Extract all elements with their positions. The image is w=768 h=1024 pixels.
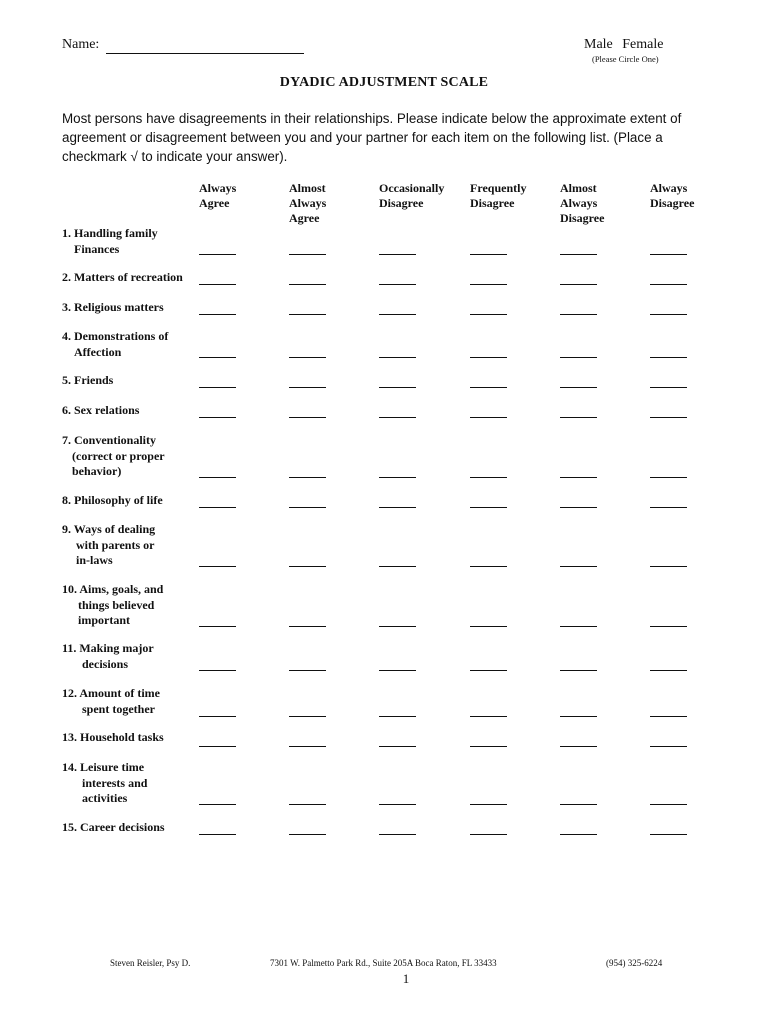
answer-blank[interactable] bbox=[199, 670, 236, 671]
column-header bbox=[470, 181, 558, 211]
item-label bbox=[62, 582, 192, 629]
answer-blank[interactable] bbox=[560, 417, 597, 418]
answer-blank[interactable] bbox=[289, 834, 326, 835]
answer-blank[interactable] bbox=[379, 507, 416, 508]
item-label-line: things believed bbox=[78, 597, 155, 612]
footer-phone: (954) 325-6224 bbox=[606, 958, 663, 968]
answer-blank[interactable] bbox=[289, 417, 326, 418]
answer-blank[interactable] bbox=[199, 626, 236, 627]
item-label bbox=[62, 730, 192, 746]
answer-blank[interactable] bbox=[470, 357, 507, 358]
item-label-line: decisions bbox=[82, 656, 129, 671]
item-label-line: activities bbox=[82, 791, 128, 805]
column-header-line: Agree bbox=[289, 211, 320, 225]
answer-blank[interactable] bbox=[379, 477, 416, 478]
answer-blank[interactable] bbox=[560, 477, 597, 478]
column-header-line: Frequently bbox=[470, 181, 527, 195]
item-label-line: 6. Sex relations bbox=[62, 403, 140, 417]
answer-blank[interactable] bbox=[560, 804, 597, 805]
answer-blank[interactable] bbox=[470, 566, 507, 567]
answer-blank[interactable] bbox=[199, 566, 236, 567]
answer-blank[interactable] bbox=[289, 314, 326, 315]
answer-blank[interactable] bbox=[379, 417, 416, 418]
name-label: Name: bbox=[62, 37, 100, 52]
page-number: 1 bbox=[402, 971, 410, 986]
item-label-line: Affection bbox=[74, 344, 122, 359]
answer-blank[interactable] bbox=[379, 670, 416, 671]
answer-blank[interactable] bbox=[470, 314, 507, 315]
gender-options[interactable]: Male Female bbox=[584, 37, 664, 52]
answer-blank[interactable] bbox=[379, 284, 416, 285]
answer-blank[interactable] bbox=[470, 746, 507, 747]
answer-blank[interactable] bbox=[470, 477, 507, 478]
answer-blank[interactable] bbox=[199, 507, 236, 508]
answer-blank[interactable] bbox=[199, 804, 236, 805]
answer-blank[interactable] bbox=[289, 477, 326, 478]
answer-blank[interactable] bbox=[289, 670, 326, 671]
answer-blank[interactable] bbox=[199, 834, 236, 835]
answer-blank[interactable] bbox=[289, 507, 326, 508]
item-label-line: 10. Aims, goals, and bbox=[62, 582, 164, 596]
answer-blank[interactable] bbox=[289, 254, 326, 255]
item-label-line: 3. Religious matters bbox=[62, 300, 164, 314]
answer-blank[interactable] bbox=[379, 716, 416, 717]
column-header-line: Almost bbox=[289, 181, 326, 195]
instructions: Most persons have disagreements in their relationships. Please indicate below the approximate extent of agreement or disagreement between you and your partner for each item on the following list. (Place a checkmark √ to indicate your answer). bbox=[62, 111, 682, 164]
item-label-line: interests and bbox=[82, 775, 148, 790]
column-header-line: Agree bbox=[199, 196, 230, 210]
column-header-line: Always bbox=[560, 196, 598, 210]
answer-blank[interactable] bbox=[560, 387, 597, 388]
answer-blank[interactable] bbox=[379, 357, 416, 358]
answer-blank[interactable] bbox=[289, 804, 326, 805]
answer-blank[interactable] bbox=[470, 834, 507, 835]
answer-blank[interactable] bbox=[560, 254, 597, 255]
item-label-line: 15. Career decisions bbox=[62, 820, 165, 834]
item-label bbox=[62, 760, 192, 807]
answer-blank[interactable] bbox=[289, 716, 326, 717]
answer-blank[interactable] bbox=[289, 746, 326, 747]
item-label-line: behavior) bbox=[72, 464, 122, 478]
column-header-line: Almost bbox=[560, 181, 597, 195]
item-label bbox=[62, 270, 192, 286]
answer-blank[interactable] bbox=[470, 670, 507, 671]
item-label-line: 13. Household tasks bbox=[62, 730, 164, 744]
answer-blank[interactable] bbox=[560, 670, 597, 671]
answer-blank[interactable] bbox=[650, 716, 687, 717]
answer-blank[interactable] bbox=[379, 566, 416, 567]
answer-blank[interactable] bbox=[650, 387, 687, 388]
answer-blank[interactable] bbox=[289, 387, 326, 388]
answer-blank[interactable] bbox=[379, 834, 416, 835]
answer-blank[interactable] bbox=[650, 507, 687, 508]
item-label-line: with parents or bbox=[76, 537, 155, 552]
answer-blank[interactable] bbox=[199, 716, 236, 717]
column-header-line: Occasionally bbox=[379, 181, 445, 195]
answer-blank[interactable] bbox=[650, 314, 687, 315]
column-header-line: Always bbox=[650, 181, 688, 195]
answer-blank[interactable] bbox=[650, 417, 687, 418]
item-label-line: (correct or proper bbox=[72, 448, 165, 463]
column-header-line: Disagree bbox=[650, 196, 695, 210]
answer-blank[interactable] bbox=[379, 746, 416, 747]
answer-blank[interactable] bbox=[650, 670, 687, 671]
answer-blank[interactable] bbox=[650, 804, 687, 805]
item-label-line: spent together bbox=[82, 701, 155, 716]
answer-blank[interactable] bbox=[650, 357, 687, 358]
answer-blank[interactable] bbox=[650, 477, 687, 478]
item-label bbox=[62, 493, 192, 509]
answer-blank[interactable] bbox=[379, 804, 416, 805]
answer-blank[interactable] bbox=[560, 566, 597, 567]
page-title: DYADIC ADJUSTMENT SCALE bbox=[279, 75, 489, 90]
answer-blank[interactable] bbox=[650, 626, 687, 627]
answer-blank[interactable] bbox=[199, 417, 236, 418]
answer-blank[interactable] bbox=[199, 387, 236, 388]
answer-blank[interactable] bbox=[650, 834, 687, 835]
item-label bbox=[62, 329, 192, 360]
answer-blank[interactable] bbox=[379, 387, 416, 388]
item-label-line: 2. Matters of recreation bbox=[62, 270, 183, 284]
answer-blank[interactable] bbox=[470, 804, 507, 805]
item-label-line: 5. Friends bbox=[62, 373, 114, 387]
column-header bbox=[650, 181, 738, 211]
item-label-line: important bbox=[78, 613, 130, 627]
item-label-line: 4. Demonstrations of bbox=[62, 329, 169, 343]
item-label-line: 11. Making major bbox=[62, 641, 154, 655]
answer-blank[interactable] bbox=[470, 284, 507, 285]
answer-blank[interactable] bbox=[379, 626, 416, 627]
item-label-line: 14. Leisure time bbox=[62, 760, 145, 774]
item-label-line: 7. Conventionality bbox=[62, 433, 157, 447]
answer-blank[interactable] bbox=[470, 626, 507, 627]
answer-blank[interactable] bbox=[650, 284, 687, 285]
answer-blank[interactable] bbox=[560, 507, 597, 508]
item-label bbox=[62, 403, 192, 419]
answer-blank[interactable] bbox=[199, 314, 236, 315]
item-label-line: 12. Amount of time bbox=[62, 686, 160, 700]
item-label bbox=[62, 300, 192, 316]
answer-blank[interactable] bbox=[199, 254, 236, 255]
answer-blank[interactable] bbox=[560, 314, 597, 315]
column-header-line: Disagree bbox=[470, 196, 515, 210]
item-label-line: 1. Handling family bbox=[62, 226, 158, 240]
answer-blank[interactable] bbox=[560, 834, 597, 835]
answer-blank[interactable] bbox=[470, 507, 507, 508]
footer-author: Steven Reisler, Psy D. bbox=[110, 958, 191, 968]
column-header-line: Disagree bbox=[560, 211, 605, 225]
answer-blank[interactable] bbox=[199, 357, 236, 358]
answer-blank[interactable] bbox=[289, 626, 326, 627]
item-label-line: in-laws bbox=[76, 553, 113, 567]
answer-blank[interactable] bbox=[650, 254, 687, 255]
answer-blank[interactable] bbox=[560, 357, 597, 358]
answer-blank[interactable] bbox=[379, 314, 416, 315]
item-label-line: Finances bbox=[74, 241, 120, 256]
item-label bbox=[62, 641, 192, 672]
answer-blank[interactable] bbox=[199, 284, 236, 285]
gender-note: (Please Circle One) bbox=[592, 54, 659, 64]
answer-blank[interactable] bbox=[289, 284, 326, 285]
column-header-line: Always bbox=[289, 196, 327, 210]
answer-blank[interactable] bbox=[289, 357, 326, 358]
column-header bbox=[289, 181, 377, 226]
answer-blank[interactable] bbox=[470, 417, 507, 418]
answer-blank[interactable] bbox=[650, 746, 687, 747]
item-label bbox=[62, 820, 192, 836]
answer-blank[interactable] bbox=[470, 254, 507, 255]
answer-blank[interactable] bbox=[650, 566, 687, 567]
answer-blank[interactable] bbox=[199, 477, 236, 478]
answer-blank[interactable] bbox=[560, 284, 597, 285]
item-label bbox=[62, 373, 192, 389]
item-label bbox=[62, 433, 192, 480]
column-header-line: Disagree bbox=[379, 196, 424, 210]
answer-blank[interactable] bbox=[470, 387, 507, 388]
item-label bbox=[62, 686, 192, 717]
item-label bbox=[62, 522, 192, 569]
answer-blank[interactable] bbox=[560, 626, 597, 627]
column-header bbox=[560, 181, 648, 226]
column-header bbox=[379, 181, 467, 211]
answer-blank[interactable] bbox=[560, 716, 597, 717]
name-input-line[interactable] bbox=[106, 53, 304, 54]
answer-blank[interactable] bbox=[560, 746, 597, 747]
answer-blank[interactable] bbox=[199, 746, 236, 747]
column-header bbox=[199, 181, 287, 211]
item-label-line: 8. Philosophy of life bbox=[62, 493, 163, 507]
answer-blank[interactable] bbox=[470, 716, 507, 717]
footer-address: 7301 W. Palmetto Park Rd., Suite 205A Boca Raton, FL 33433 bbox=[270, 958, 497, 968]
answer-blank[interactable] bbox=[379, 254, 416, 255]
column-header-line: Always bbox=[199, 181, 237, 195]
item-label-line: 9. Ways of dealing bbox=[62, 522, 156, 536]
item-label bbox=[62, 226, 192, 257]
answer-blank[interactable] bbox=[289, 566, 326, 567]
